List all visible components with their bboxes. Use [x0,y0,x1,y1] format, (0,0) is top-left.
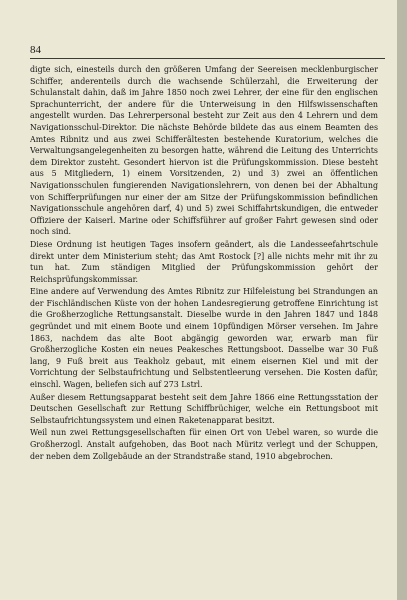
paragraph: Weil nun zwei Rettungsgesellschaften für einen Ort von Uebel waren, so wurde die Großherzogl. Anstalt aufgehoben, das Boot nach Müritz verlegt und der Schuppen, der neben dem Zollgebäude an der Strandstraße stand, 1910 abgebrochen. [30,428,378,461]
page-number: 84 [30,44,41,56]
page-edge [397,0,407,600]
paragraph: digte sich, einesteils durch den größeren Umfang der Seereisen mecklenburgischer Schiffer, anderenteils durch die wachsende Schülerzahl, die Erweiterung der Schulanstalt dahin, daß im Jahre 1850 noch zwei Lehrer, der eine für den englischen Sprachunterricht, der andere für die Unterweisung in den Hilfswissenschaften angestellt wurden. Das Lehrerpersonal besteht zur Zeit aus den 4 Lehrern und dem Navigationsschul-Direktor. Die nächste Behörde bildete das aus einem Beamten des Amtes Ribnitz und aus zwei Schifferältesten bestehende Kuratorium, welches die Verwaltungsangelegenheiten zu besorgen hatte, während die Leitung des Unterrichts dem Direktor zusteht. Gesondert hiervon ist die Prüfungskommission. Diese besteht aus 5 Mitgliedern, 1) einem Vorsitzenden, 2) und 3) zwei an öffentlichen Navigationsschulen fungierenden Navigationslehrern, von denen bei der Abhaltung von Schifferprüfungen nur einer der am Sitze der Prüfungskommission befindlichen Navigationsschule angehören darf, 4) und 5) zwei Schiffahrtskundigen, die entweder Offiziere der Kaiserl. Marine oder Schiffsführer auf großer Fahrt gewesen sind oder noch sind. [30,65,378,237]
body-text [30,64,378,564]
header-rule [30,58,385,59]
paragraph: Eine andere auf Verwendung des Amtes Ribnitz zur Hilfeleistung bei Strandungen an der Fischländischen Küste von der hohen Landesregierung getroffene Einrichtung ist die Großherzogliche Rettungsanstalt. Dieselbe wurde in den Jahren 1847 und 1848 gegründet und mit einem Boote und einem 10pfündigen Mörser versehen. Im Jahre 1863, nachdem das alte Boot abgängig geworden war, erwarb man für Großherzogliche Kosten ein neues Peakesches Rettungsboot. Dasselbe war 30 Fuß lang, 9 Fuß breit aus Teakholz gebaut, mit einem eisernen Kiel und mit der Vorrichtung der Selbstaufrichtung und Selbstentleerung versehen. Die Kosten dafür, einschl. Wagen, beliefen sich auf 273 Lstrl. [30,287,378,390]
paragraph: Diese Ordnung ist heutigen Tages insofern geändert, als die Landesseefahrtschule direkt unter dem Ministerium steht; das Amt Rostock [?] alle nichts mehr mit ihr zu tun hat. Zum ständigen Mitglied der Prüfungskommission gehört der Reichsprüfungskommissar. [30,239,378,284]
paragraph: Außer diesem Rettungsapparat besteht seit dem Jahre 1866 eine Rettungsstation der Deutschen Gesellschaft zur Rettung Schiffbrüchiger, welche ein Rettungsboot mit Selbstaufrichtungssystem und einen Raketenapparat besitzt. [30,392,378,425]
